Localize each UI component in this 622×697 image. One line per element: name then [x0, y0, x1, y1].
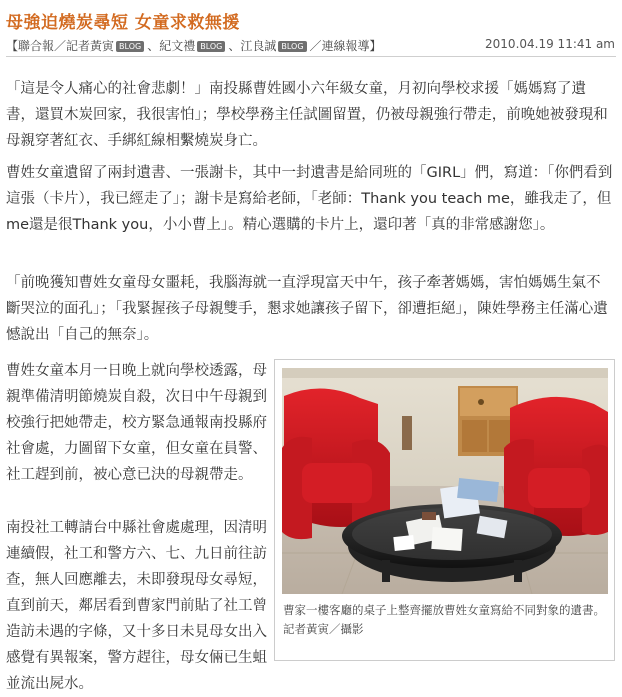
paragraph-3: 「前晚獲知曹姓女童母女噩耗，我腦海就一直浮現富天中午，孩子牽著媽媽，害怕媽媽生氣不斷哭泣的面孔」；「我緊握孩子母親雙手，懇求她讓孩子留下，卻遭拒絕」，陳姓學務主任滿心遺憾說出「自己的無奈」。	[6, 275, 608, 343]
paragraph-5: 南投社工轉請台中縣社會處處理，因清明連續假，社工和警方六、七、九日前往訪查，無人回應離去，未即發現母女尋短，直到前天，鄰居看到曹家門前貼了社工曾造訪未遇的字條，又十多日未見母女出入感覺有異報案，警方趕往，母女倆已生蛆並流出屍水。	[6, 520, 267, 692]
byline-author-1[interactable]: ／記者黃寅	[54, 39, 115, 53]
byline-author-3[interactable]: 、江良誠	[228, 39, 277, 53]
living-room-photo-illustration	[282, 368, 608, 594]
paragraph-4: 曹姓女童本月一日晚上就向學校透露，母親準備清明節燒炭自殺，次日中午母親到校強行把她帶走，校方緊急通報南投縣府社會處，力圖留下女童，但女童在員警、社工趕到前，被心意已決的母親帶走。	[6, 363, 267, 483]
byline	[6, 37, 382, 54]
header-divider	[6, 56, 616, 57]
photo-figure	[274, 359, 615, 661]
news-photo[interactable]	[282, 368, 608, 594]
blog-badge-2[interactable]: BLOG	[197, 41, 225, 52]
blog-badge-1[interactable]: BLOG	[116, 41, 144, 52]
photo-caption	[283, 601, 611, 639]
photo-credit: 記者黃寅／攝影	[283, 622, 364, 636]
byline-author-2[interactable]: 、紀文禮	[147, 39, 196, 53]
paragraph-2: 曹姓女童遺留了兩封遺書、一張謝卡，其中一封遺書是給同班的「GIRL」們，寫道：「你們看到這張（卡片），我已經走了」；謝卡是寫給老師，「老師：Thank you teach me，雖我走了，但me還是很Thank you，小小曹上」。精心選購的卡片上，還印著「真的非常感謝您」。	[6, 165, 613, 233]
publish-date: 2010.04.19 11:41 am	[485, 37, 615, 51]
article-headline: 母強迫燒炭尋短 女童求救無援	[6, 13, 240, 33]
blog-badge-3[interactable]: BLOG	[278, 41, 306, 52]
byline-suffix: ／連線報導】	[309, 39, 382, 53]
paragraph-1: 「這是令人痛心的社會悲劇！」南投縣曹姓國小六年級女童，月初向學校求援「媽媽寫了遺書，還買木炭回家，我很害怕」；學校學務主任試圖留置，仍被母親強行帶走，前晚她被發現和母親穿著紅衣、手綁紅線相繫燒炭身亡。	[6, 81, 608, 149]
caption-text: 曹家一樓客廳的桌子上整齊擺放曹姓女童寫給不同對象的遺書。	[283, 603, 605, 617]
byline-source: 【聯合報	[6, 39, 55, 53]
